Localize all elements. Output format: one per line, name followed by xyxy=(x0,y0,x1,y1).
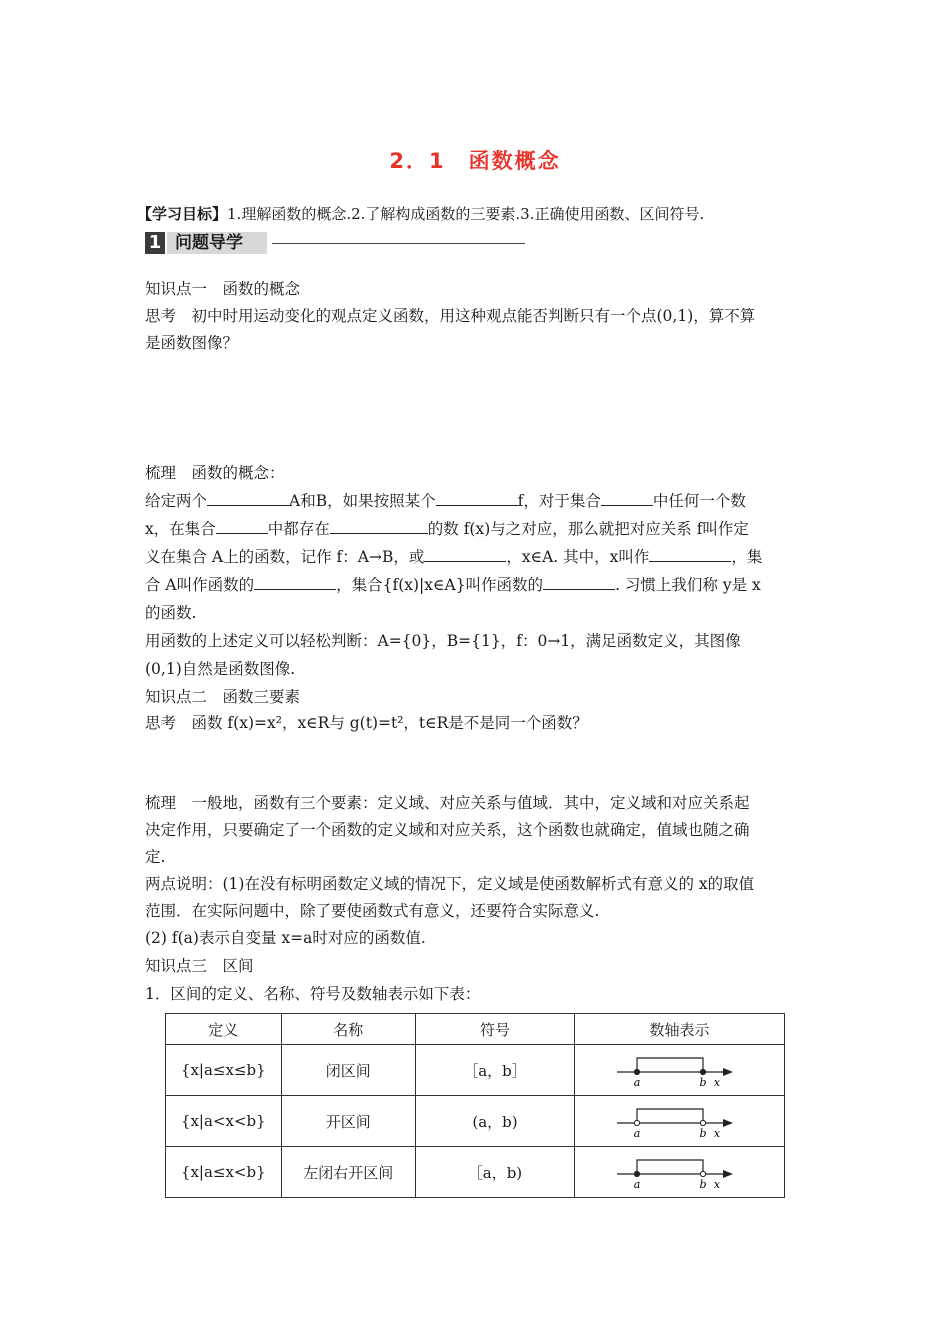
endpoint-a xyxy=(634,1069,639,1074)
table-row xyxy=(166,1045,785,1096)
fill-blank[interactable] xyxy=(330,517,428,534)
cell-name: 左闭右开区间 xyxy=(281,1147,415,1198)
cell-symbol: ［a，b］ xyxy=(415,1045,574,1096)
cell-definition: {x|a≤x≤b} xyxy=(166,1045,282,1096)
sort-2-line-2: 决定作用，只要确定了一个函数的定义域和对应关系，这个函数也就确定，值域也随之确 xyxy=(145,821,750,839)
table-header-row xyxy=(166,1014,785,1045)
knowledge-point-1: 知识点一 函数的概念 xyxy=(145,280,301,298)
number-line-closed xyxy=(615,1050,745,1090)
cell-number-line xyxy=(575,1045,785,1096)
endpoint-b xyxy=(700,1069,705,1074)
label-a: a xyxy=(633,1178,640,1191)
table-row xyxy=(166,1096,785,1147)
label-a: a xyxy=(633,1127,640,1140)
learning-goals-label: 【学习目标】 xyxy=(137,205,228,223)
interval-bracket xyxy=(637,1109,703,1123)
header-name: 名称 xyxy=(281,1014,415,1045)
label-b: b xyxy=(699,1127,707,1140)
section-header xyxy=(145,230,525,256)
learning-goals-text: 1.理解函数的概念.2.了解构成函数的三要素.3.正确使用函数、区间符号. xyxy=(227,205,705,223)
section-number: 1 xyxy=(145,232,165,254)
endpoint-a xyxy=(634,1171,639,1176)
sort-2-line-1: 梳理 一般地，函数有三个要素：定义域、对应关系与值域．其中，定义域和对应关系起 xyxy=(145,794,750,812)
cell-name: 闭区间 xyxy=(281,1045,415,1096)
section-divider xyxy=(272,243,525,244)
judge-line-2: (0,1)自然是函数图像. xyxy=(145,660,296,678)
cell-symbol: ［a，b) xyxy=(415,1147,574,1198)
think-2: 思考 函数 f(x)=x²，x∈R与 g(t)=t²，t∈R是不是同一个函数？ xyxy=(145,714,588,732)
definition-line-4: 合 A叫作函数的 ，集合{f(x)|x∈A}叫作函数的 . 习惯上我们称 y是 x xyxy=(145,572,761,598)
definition-line-2: x，在集合 中都存在 的数 f(x)与之对应，那么就把对应关系 f叫作定 xyxy=(145,516,749,542)
cell-definition: {x|a≤x<b} xyxy=(166,1147,282,1198)
label-x: x xyxy=(713,1127,720,1140)
fill-blank[interactable] xyxy=(424,545,506,562)
judge-line-1: 用函数的上述定义可以轻松判断：A={0}，B={1}，f：0→1，满足函数定义，其图像 xyxy=(145,632,741,650)
endpoint-b xyxy=(700,1120,705,1125)
table-row xyxy=(166,1147,785,1198)
header-definition: 定义 xyxy=(166,1014,282,1045)
note-line-1: 两点说明：(1)在没有标明函数定义域的情况下，定义域是使函数解析式有意义的 x的取值 xyxy=(145,875,755,893)
axis-arrow-icon xyxy=(723,1170,733,1178)
interval-table xyxy=(165,1013,785,1198)
label-a: a xyxy=(633,1076,640,1089)
sort-1-heading: 梳理 函数的概念： xyxy=(145,464,285,482)
interval-intro: 1．区间的定义、名称、符号及数轴表示如下表： xyxy=(145,985,481,1003)
endpoint-a xyxy=(634,1120,639,1125)
definition-line-5: 的函数. xyxy=(145,604,197,622)
fill-blank[interactable] xyxy=(436,489,518,506)
cell-number-line xyxy=(575,1147,785,1198)
axis-arrow-icon xyxy=(723,1119,733,1127)
number-line-half-open xyxy=(615,1152,745,1192)
label-x: x xyxy=(713,1076,720,1089)
fill-blank[interactable] xyxy=(207,489,289,506)
label-x: x xyxy=(713,1178,720,1191)
cell-name: 开区间 xyxy=(281,1096,415,1147)
learning-goals xyxy=(137,203,704,224)
axis-arrow-icon xyxy=(723,1068,733,1076)
note-line-3: (2) f(a)表示自变量 x=a时对应的函数值. xyxy=(145,929,426,947)
interval-bracket xyxy=(637,1058,703,1072)
header-number-line: 数轴表示 xyxy=(575,1014,785,1045)
label-b: b xyxy=(699,1178,707,1191)
fill-blank[interactable] xyxy=(543,573,615,590)
note-line-2: 范围．在实际问题中，除了要使函数式有意义，还要符合实际意义. xyxy=(145,902,600,920)
cell-number-line xyxy=(575,1096,785,1147)
number-line-open xyxy=(615,1101,745,1141)
cell-symbol: (a，b) xyxy=(415,1096,574,1147)
fill-blank[interactable] xyxy=(601,489,653,506)
interval-bracket xyxy=(637,1160,703,1174)
fill-blank[interactable] xyxy=(649,545,731,562)
definition-line-3: 义在集合 A上的函数，记作 f：A→B，或 ，x∈A. 其中，x叫作 ，集 xyxy=(145,544,762,570)
page-title: 2．1 函数概念 xyxy=(389,149,561,173)
label-b: b xyxy=(699,1076,707,1089)
fill-blank[interactable] xyxy=(254,573,336,590)
knowledge-point-3: 知识点三 区间 xyxy=(145,957,254,975)
header-symbol: 符号 xyxy=(415,1014,574,1045)
cell-definition: {x|a<x<b} xyxy=(166,1096,282,1147)
fill-blank[interactable] xyxy=(216,517,268,534)
knowledge-point-2: 知识点二 函数三要素 xyxy=(145,688,301,706)
think-1-line-1: 思考 初中时用运动变化的观点定义函数，用这种观点能否判断只有一个点(0,1)，算不算 xyxy=(145,307,756,325)
sort-2-line-3: 定. xyxy=(145,848,166,866)
section-title: 问题导学 xyxy=(167,232,267,254)
endpoint-b xyxy=(700,1171,705,1176)
definition-line-1: 给定两个 A和B，如果按照某个 f，对于集合 中任何一个数 xyxy=(145,488,746,514)
think-1-line-2: 是函数图像？ xyxy=(145,334,239,352)
